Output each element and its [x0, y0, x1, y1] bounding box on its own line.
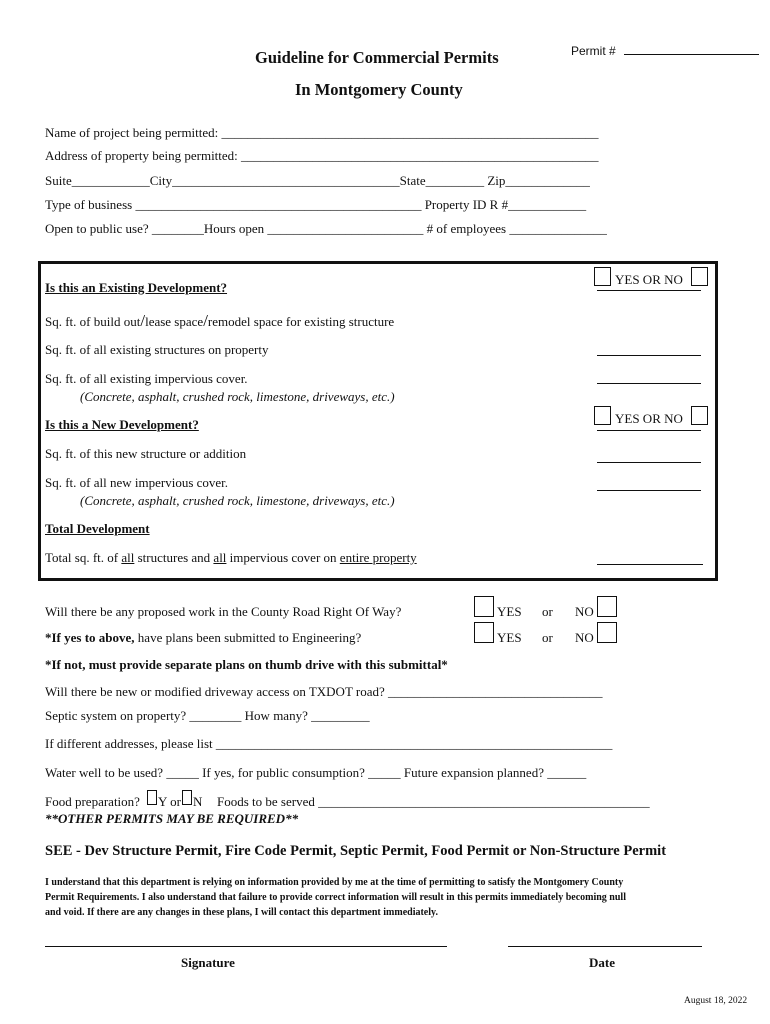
food-no-checkbox[interactable] — [182, 790, 192, 805]
existing-yes-checkbox[interactable] — [594, 267, 611, 286]
right-of-way-or-label: or — [542, 604, 553, 619]
date-label: Date — [589, 955, 615, 970]
signature-label: Signature — [181, 955, 235, 970]
septic-field[interactable]: Septic system on property? ________ How many? _________ — [45, 708, 370, 723]
project-name-field[interactable]: Name of project being permitted: __________________________________________________________ — [45, 125, 599, 140]
engineering-yes-checkbox[interactable] — [474, 622, 494, 643]
new-no-checkbox[interactable] — [691, 406, 708, 425]
foods-served-field[interactable]: Foods to be served ___________________________________________________ — [217, 794, 650, 809]
water-well-field[interactable]: Water well to be used? _____ If yes, for public consumption? _____ Future expansion planned? ______ — [45, 765, 587, 780]
new-answer-line — [597, 430, 701, 431]
suite-city-state-zip-field[interactable]: Suite____________City___________________________________State_________ Zip_____________ — [45, 173, 590, 188]
business-type-field[interactable]: Type of business ____________________________________________ Property ID R #____________ — [45, 197, 587, 212]
right-of-way-no-checkbox[interactable] — [597, 596, 617, 617]
food-yes-checkbox[interactable] — [147, 790, 157, 805]
total-sqft-field[interactable] — [597, 564, 703, 565]
form-subtitle: In Montgomery County — [295, 80, 463, 99]
engineering-no-label: NO — [575, 630, 594, 645]
existing-structures-label: Sq. ft. of all existing structures on property — [45, 342, 269, 357]
form-title: Guideline for Commercial Permits — [255, 48, 499, 67]
see-permits-notice: SEE - Dev Structure Permit, Fire Code Permit, Septic Permit, Food Permit or Non-Structure Permit — [45, 843, 667, 859]
engineering-or-label: or — [542, 630, 553, 645]
new-structure-field[interactable] — [597, 462, 701, 463]
different-address-field[interactable]: If different addresses, please list _____________________________________________________________ — [45, 736, 613, 751]
existing-no-checkbox[interactable] — [691, 267, 708, 286]
certification-line-2: Permit Requirements. I also understand that failure to provide correct information will result in this permits immediately becoming null — [45, 892, 626, 903]
new-yes-or-no-label: YES OR NO — [615, 411, 683, 426]
new-structure-label: Sq. ft. of this new structure or addition — [45, 446, 247, 461]
existing-impervious-note: (Concrete, asphalt, crushed rock, limestone, driveways, etc.) — [80, 389, 395, 404]
total-sqft-label: Total sq. ft. of all structures and all impervious cover on entire property — [45, 550, 417, 565]
right-of-way-yes-checkbox[interactable] — [474, 596, 494, 617]
existing-development-heading: Is this an Existing Development? — [45, 280, 228, 295]
right-of-way-no-label: NO — [575, 604, 594, 619]
existing-impervious-field[interactable] — [597, 383, 701, 384]
revision-date: August 18, 2022 — [684, 996, 748, 1006]
right-of-way-question: Will there be any proposed work in the County Road Right Of Way? — [45, 604, 402, 619]
engineering-question: *If yes to above, have plans been submitted to Engineering? — [45, 630, 362, 645]
other-permits-notice: **OTHER PERMITS MAY BE REQUIRED** — [45, 811, 299, 826]
thumb-drive-notice: *If not, must provide separate plans on thumb drive with this submittal* — [45, 657, 448, 672]
permit-number-field[interactable] — [624, 54, 759, 55]
food-yes-label: Y or — [158, 794, 181, 809]
new-impervious-note: (Concrete, asphalt, crushed rock, limestone, driveways, etc.) — [80, 493, 395, 508]
new-development-heading: Is this a New Development? — [45, 417, 199, 432]
existing-impervious-label: Sq. ft. of all existing impervious cover. — [45, 371, 248, 386]
build-out-label: Sq. ft. of build out/lease space/remodel space for existing structure — [45, 311, 395, 330]
new-yes-checkbox[interactable] — [594, 406, 611, 425]
date-field[interactable] — [508, 946, 702, 947]
total-development-heading: Total Development — [45, 521, 150, 536]
certification-line-1: I understand that this department is relying on information provided by me at the time of permitting to satisfy the Montgomery County — [45, 877, 624, 888]
food-prep-label: Food preparation? — [45, 794, 140, 809]
new-impervious-label: Sq. ft. of all new impervious cover. — [45, 475, 229, 490]
certification-line-3: and void. If there are any changes in these plans, I will contact this department immediately. — [45, 907, 438, 918]
existing-yes-or-no-label: YES OR NO — [615, 272, 683, 287]
signature-field[interactable] — [45, 946, 447, 947]
permit-number-label: Permit # — [571, 44, 616, 58]
existing-structures-field[interactable] — [597, 355, 701, 356]
engineering-yes-label: YES — [497, 630, 522, 645]
new-impervious-field[interactable] — [597, 490, 701, 491]
property-address-field[interactable]: Address of property being permitted: _______________________________________________________ — [45, 148, 599, 163]
engineering-no-checkbox[interactable] — [597, 622, 617, 643]
public-use-field[interactable]: Open to public use? ________Hours open ________________________ # of employees _______________ — [45, 221, 607, 236]
txdot-field[interactable]: Will there be new or modified driveway access on TXDOT road? _________________________________ — [45, 684, 603, 699]
existing-answer-line — [597, 290, 701, 291]
food-no-label: N — [193, 794, 203, 809]
right-of-way-yes-label: YES — [497, 604, 522, 619]
